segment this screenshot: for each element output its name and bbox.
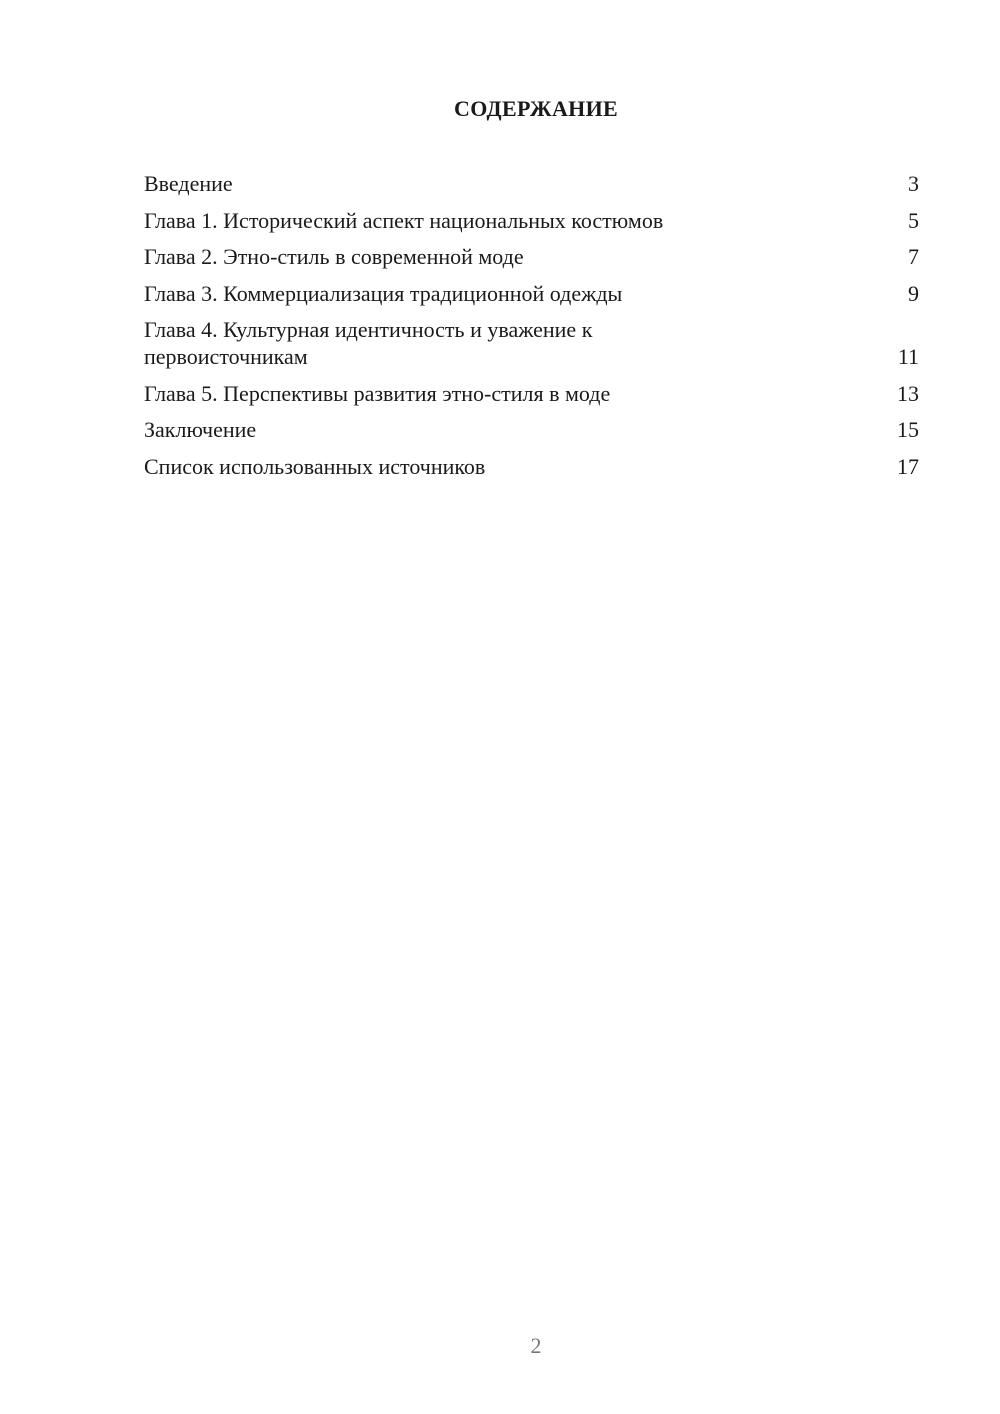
toc-entry-page: 13 xyxy=(897,380,919,406)
toc-entry-title: Список использованных источников xyxy=(144,453,486,479)
toc-entry-title: Заключение xyxy=(144,417,257,442)
toc-entry xyxy=(144,380,919,407)
toc-entry-title: Введение xyxy=(144,171,233,196)
page-number: 2 xyxy=(530,1333,542,1358)
toc-entry-title: Глава 1. Исторический аспект национальных костюмов xyxy=(144,207,664,233)
toc-entry-title: Глава 5. Перспективы развития этно-стиля в моде xyxy=(144,380,611,406)
toc-entry xyxy=(144,243,919,270)
toc-entry xyxy=(144,453,919,480)
toc-entry-page: 5 xyxy=(908,207,919,233)
toc-entry-page: 17 xyxy=(897,453,919,479)
toc-entry xyxy=(144,316,919,370)
toc-entry xyxy=(144,207,919,234)
toc-entry-page: 7 xyxy=(908,244,919,269)
toc-entry-page: 11 xyxy=(897,344,919,369)
toc-entry-page: 9 xyxy=(908,280,919,306)
toc-entry-page: 3 xyxy=(908,171,919,196)
toc-entry-title: Глава 3. Коммерциализация традиционной одежды xyxy=(144,280,623,306)
toc-entry-page: 15 xyxy=(897,417,919,442)
page-title: СОДЕРЖАНИЕ xyxy=(454,96,618,121)
toc-entry xyxy=(144,170,919,197)
table-of-contents xyxy=(144,170,919,489)
toc-entry xyxy=(144,416,919,443)
toc-entry xyxy=(144,280,919,307)
toc-entry-title: Глава 4. Культурная идентичность и уважение к первоисточникам xyxy=(144,317,593,369)
toc-entry-title: Глава 2. Этно-стиль в современной моде xyxy=(144,244,524,269)
